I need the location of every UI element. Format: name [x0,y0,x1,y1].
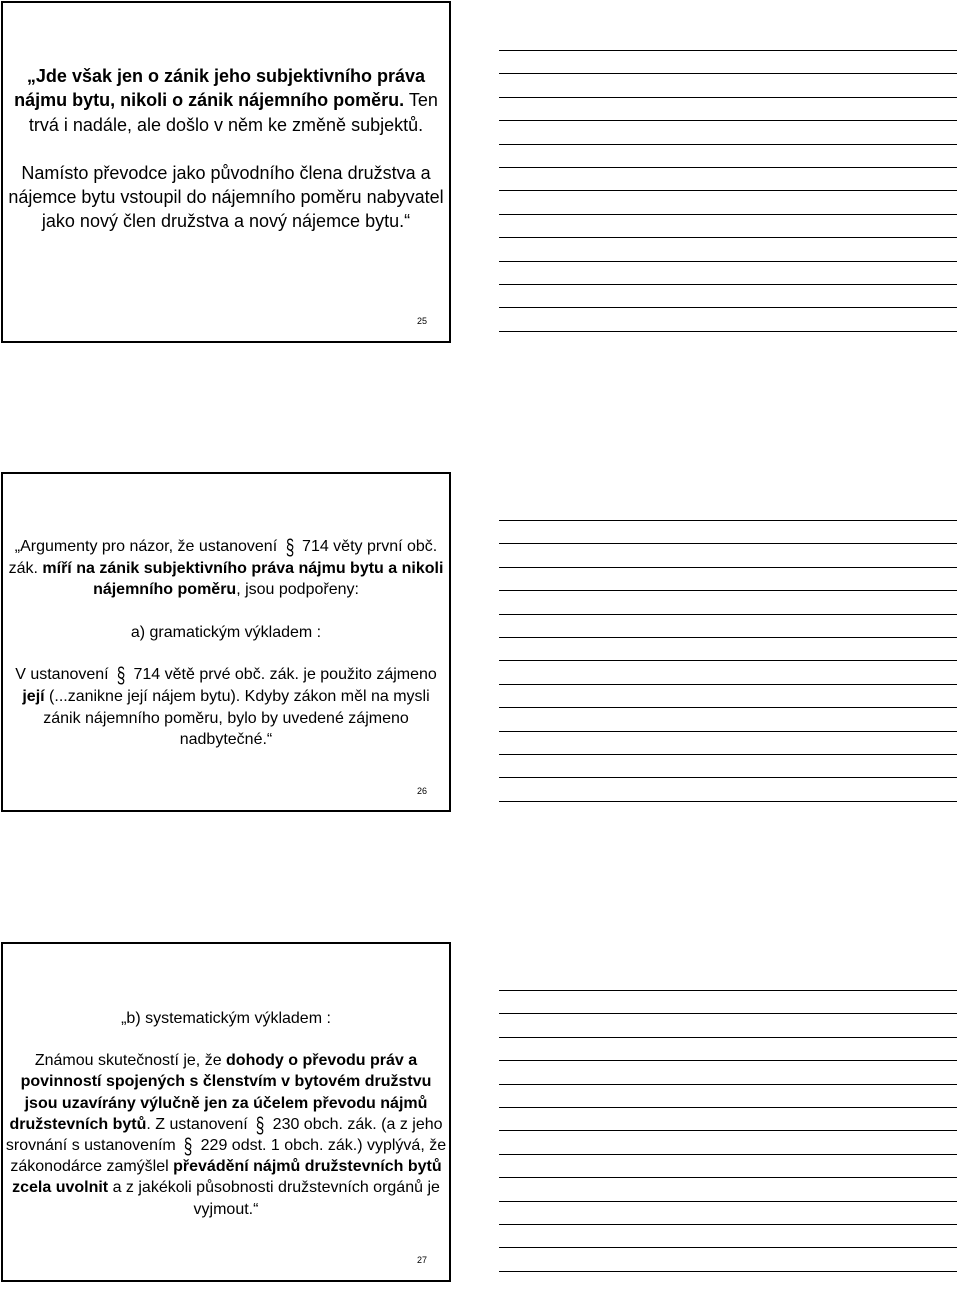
notes-lines [499,50,957,354]
note-line [499,731,957,732]
note-line [499,1060,957,1061]
note-line [499,1271,957,1272]
bold-text-run: míří na zánik subjektivního práva nájmu bytu a nikoli nájemního poměru [42,559,444,599]
slide-number: 25 [416,316,427,326]
note-line [499,97,957,98]
note-line [499,754,957,755]
paragraph-gap [3,601,449,622]
slide-number: 26 [416,786,427,796]
note-line [499,684,957,685]
note-line [499,777,957,778]
text-run: . Z ustanovení [146,1115,253,1133]
note-line [499,307,957,308]
bold-text-run: převádění nájmů družstevních bytů zcela uvolnit [12,1158,442,1197]
paragraph-gap [3,643,449,664]
slide-26 [1,472,451,812]
section-sign: § [183,1133,193,1159]
note-line [499,214,957,215]
text-run: , jsou podpořeny: [236,581,359,599]
slide-25 [1,1,451,343]
note-line [499,167,957,168]
text-run: 229 odst. 1 obch. zák.) vyplývá, že zákonodárce zamýšlel [10,1137,447,1176]
text-run: 714 větě prvé obč. zák. je použito zájmeno [129,666,437,684]
note-line [499,660,957,661]
slide-text [3,1008,449,1220]
note-line [499,190,957,191]
note-line [499,707,957,708]
note-line [499,590,957,591]
paragraph-gap [3,1029,449,1050]
note-line [499,1201,957,1202]
note-line [499,1107,957,1108]
paragraph [3,1008,449,1029]
text-run: Ten trvá i nadále, ale došlo v něm ke změně subjektů. [28,90,438,135]
text-run: „Argumenty pro názor, že ustanovení [14,538,282,555]
bold-text-run: dohody o převodu práv a povinností spojených s členstvím v bytovém družstvu jsou uzavírány výlučně jen za účelem převodu nájmů družstevních bytů [9,1052,432,1133]
text-run: Namísto převodce jako původního člena družstva a nájemce bytu vstoupil do nájemního poměru nabyvatel jako nový člen družstva a nový nájemce bytu.“ [8,162,444,232]
note-line [499,801,957,802]
slide-27 [1,942,451,1282]
section-sign: § [255,1112,265,1138]
text-run: Známou skutečností je, že [34,1052,227,1070]
section-sign: § [116,662,126,688]
section-sign: § [285,534,294,560]
note-line [499,1130,957,1131]
note-line [499,567,957,568]
note-line [499,543,957,544]
paragraph [3,1050,449,1220]
note-line [499,284,957,285]
note-line [499,1224,957,1225]
bold-text-run: „Jde však jen o zánik jeho subjektivního práva nájmu bytu, nikoli o zánik nájemního poměru. [14,66,426,111]
text-run: „b) systematickým výkladem : [121,1010,331,1027]
paragraph [3,664,449,750]
note-line [499,1177,957,1178]
note-line [499,73,957,74]
paragraph [3,64,449,137]
text-run: (...zanikne její nájem bytu). Kdyby zákon měl na mysli zánik nájemního poměru, bylo by uvedené zájmeno nadbytečné.“ [43,687,430,749]
note-line [499,144,957,145]
note-line [499,614,957,615]
slide-text [3,536,449,751]
note-line [499,50,957,51]
note-line [499,990,957,991]
note-line [499,331,957,332]
text-run: a) gramatickým výkladem : [130,623,322,641]
note-line [499,1037,957,1038]
note-line [499,120,957,121]
note-line [499,237,957,238]
text-run: 714 věty první obč. zák. [8,538,438,577]
text-run: a z jakékoli působnosti družstevních orgánů je vyjmout.“ [108,1179,440,1218]
notes-lines [499,520,957,824]
note-line [499,1084,957,1085]
text-run: V ustanovení [15,666,114,684]
paragraph-gap [3,137,449,161]
note-line [499,1013,957,1014]
text-run: 230 obch. zák. (a z jeho srovnání s ustanovením [5,1115,443,1155]
note-line [499,261,957,262]
note-line [499,1154,957,1155]
slide-text [3,64,449,234]
paragraph [3,622,449,644]
paragraph [3,536,449,601]
note-line [499,1247,957,1248]
note-line [499,637,957,638]
slide-number: 27 [416,1255,427,1265]
note-line [499,520,957,521]
bold-text-run: její [22,687,45,705]
paragraph [3,161,449,234]
notes-lines [499,990,957,1294]
